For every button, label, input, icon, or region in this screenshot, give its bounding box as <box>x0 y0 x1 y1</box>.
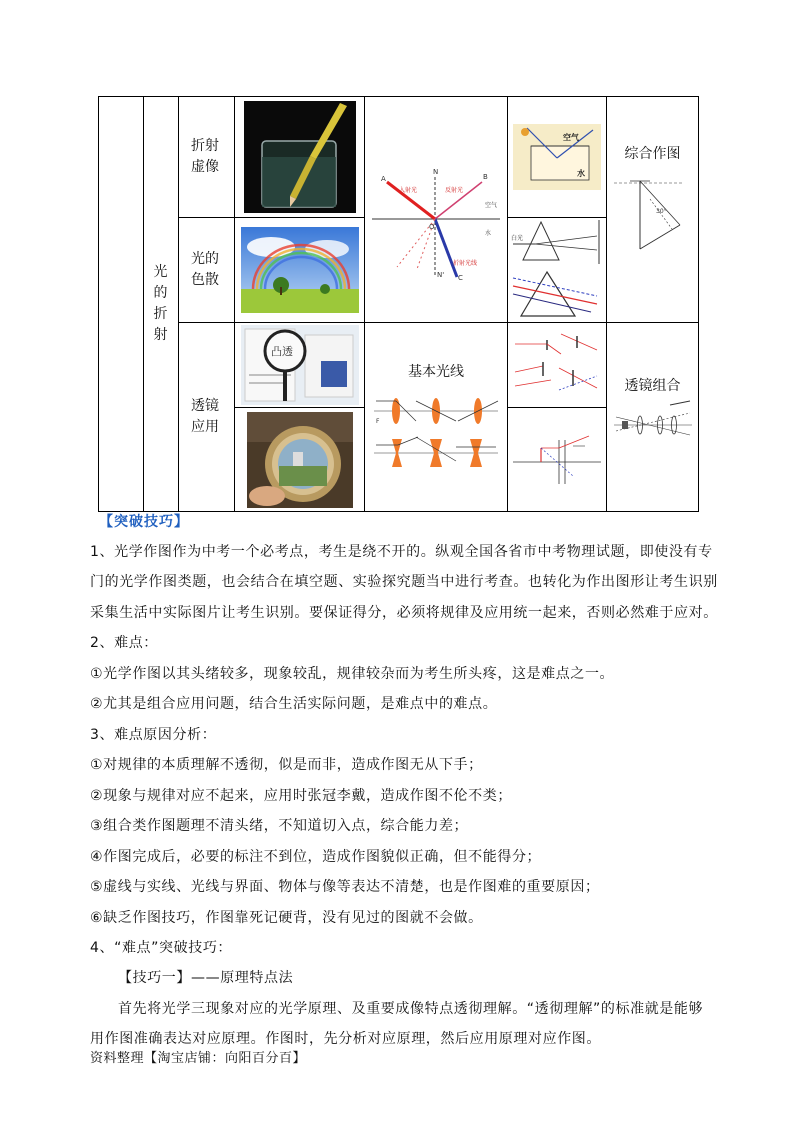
lens-rays-diagram <box>511 330 603 400</box>
paragraph-3: 采集生活中实际图片让考生识别。要保证得分，必须将规律及应用统一起来，否则必然难于应对。 <box>90 605 718 621</box>
refraction-diagram <box>367 137 505 282</box>
magnifier-text: 凸透 <box>270 345 293 358</box>
paragraph-14: 4、“难点”突破技巧： <box>90 940 233 956</box>
point-o-label: O <box>429 223 435 231</box>
basic-rays-diagram <box>370 387 502 473</box>
rainbow-photo <box>241 227 359 313</box>
paragraph-8: ①对规律的本质理解不透彻，似是而非，造成作图无从下手； <box>90 757 483 773</box>
lens-rays-cell <box>508 323 607 408</box>
reflected-label: 反射光 <box>445 187 464 194</box>
paragraph-17: 用作图准确表达对应原理。作图时，先分析对应原理，然后应用原理对应作图。 <box>90 1031 601 1047</box>
row-label-dispersion: 光的色散 <box>191 251 219 288</box>
paragraph-7: 3、难点原因分析： <box>90 727 217 743</box>
svg-text:30°: 30° <box>655 208 667 215</box>
prism-diagram <box>511 220 603 320</box>
topic-label: 光的折射 <box>153 264 169 343</box>
lens-view-photo <box>247 412 353 508</box>
paragraph-16: 首先将光学三现象对应的光学原理、及重要成像特点透彻理解。“透彻理解”的标准就是能够 <box>118 1001 704 1017</box>
paragraph-13: ⑥缺乏作图技巧，作图靠死记硬背，没有见过的图就不会做。 <box>90 910 483 926</box>
magnifier-photo <box>241 325 359 405</box>
row-label-virtual-image: 折射虚像 <box>191 138 219 175</box>
refraction-diagram-cell <box>365 97 508 323</box>
footer-source: 资料整理【淘宝店铺：向阳百分百】 <box>90 1051 307 1066</box>
air-water-diagram-cell <box>508 97 607 218</box>
paragraph-1: 1、光学作图作为中考一个必考点，考生是绕不开的。纵观全国各省市中考物理试题，即使没有专 <box>90 544 713 560</box>
incident-label: 入射光 <box>399 187 418 194</box>
prism-diagram-cell <box>508 218 607 323</box>
water-label: 水 <box>485 230 492 237</box>
paragraph-5: ①光学作图以其头绪较多，现象较乱，规律较杂而为考生所头疼，这是难点之一。 <box>90 666 615 682</box>
paragraph-15: 【技巧一】——原理特点法 <box>118 970 294 986</box>
comprehensive-diagram <box>610 169 696 259</box>
lens-combination-cell <box>607 323 699 512</box>
photo-cell <box>235 323 365 408</box>
row-label-lens-application: 透镜应用 <box>191 398 219 435</box>
comprehensive-cell <box>607 97 699 323</box>
empty-cell <box>99 97 144 512</box>
lens-combination-diagram <box>610 399 696 455</box>
point-a-label: A <box>381 175 386 183</box>
paragraph-12: ⑤虚线与实线、光线与界面、物体与像等表达不清楚，也是作图难的重要原因； <box>90 879 600 895</box>
air-label: 空气 <box>485 202 498 209</box>
lens-diagram-cell <box>508 408 607 512</box>
knowledge-table <box>98 96 699 512</box>
normal-n-label: N <box>433 168 439 176</box>
paragraph-4: 2、难点： <box>90 635 158 651</box>
row-label-cell <box>179 97 235 218</box>
section-title: 【突破技巧】 <box>99 514 189 530</box>
lens-combination-label: 透镜组合 <box>624 378 681 394</box>
row-label-cell <box>179 218 235 323</box>
pencil-in-water-photo <box>244 101 356 213</box>
paragraph-9: ②现象与规律对应不起来，应用时张冠李戴，造成作图不伦不类； <box>90 788 512 804</box>
white-light-label: 白光 <box>511 235 524 242</box>
lens-diagram <box>511 432 603 488</box>
photo-cell <box>235 408 365 512</box>
paragraph-11: ④作图完成后，必要的标注不到位，造成作图貌似正确，但不能得分； <box>90 849 542 865</box>
f-label: F <box>376 418 380 425</box>
air-text: 空气 <box>563 133 579 142</box>
normal-n2-label: N' <box>437 271 445 279</box>
comprehensive-drawing-label: 综合作图 <box>624 146 681 162</box>
row-label-cell <box>179 323 235 512</box>
refracted-label: 折射光线 <box>453 260 478 267</box>
point-c-label: C <box>458 274 463 282</box>
paragraph-2: 门的光学作图类题，也会结合在填空题、实验探究题当中进行考查。也转化为作出图形让考生识别 <box>90 574 718 590</box>
water-text: 水 <box>577 169 585 178</box>
basic-rays-cell <box>365 323 508 512</box>
air-water-diagram <box>513 124 601 190</box>
paragraph-10: ③组合类作图题理不清头绪，不知道切入点，综合能力差； <box>90 818 469 834</box>
paragraph-6: ②尤其是组合应用问题，结合生活实际问题，是难点中的难点。 <box>90 696 498 712</box>
basic-rays-label: 基本光线 <box>408 364 464 380</box>
photo-cell <box>235 218 365 323</box>
topic-cell <box>144 97 179 512</box>
photo-cell <box>235 97 365 218</box>
point-b-label: B <box>483 173 488 181</box>
